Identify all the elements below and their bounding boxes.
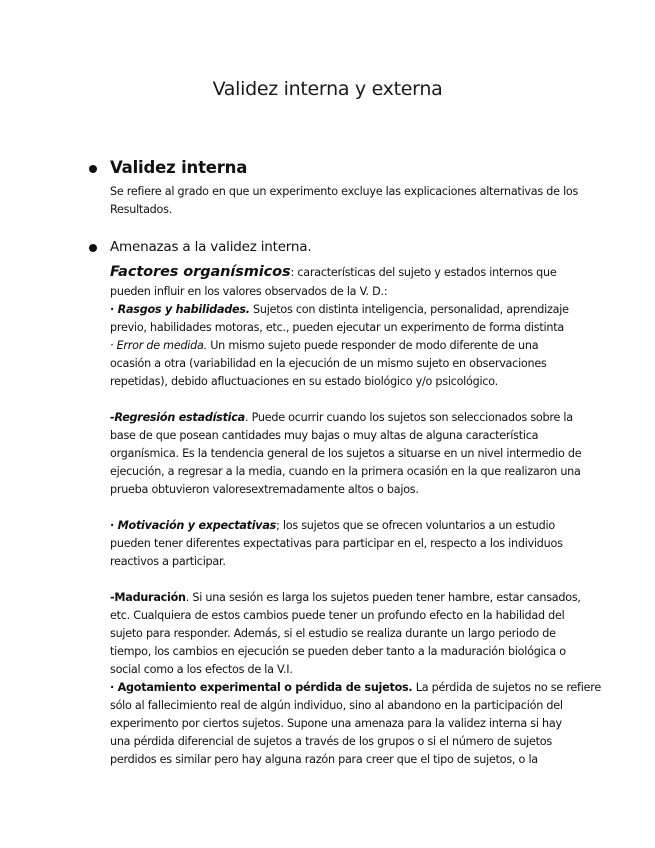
motivacion-text: ; los sujetos que se ofrecen voluntarios a un estudio [276, 519, 555, 532]
error-label: · Error de medida. [110, 339, 207, 352]
section-heading-amenazas: Amenazas a la validez interna. [110, 239, 312, 255]
agotamiento-label: · Agotamiento experimental o pérdida de sujetos. [110, 681, 413, 694]
rasgos-text: Sujetos con distinta inteligencia, personalidad, aprendizaje [249, 303, 569, 316]
paragraph-line: pueden influir en los valores observados de la V. D.: [110, 285, 388, 298]
paragraph-line: previo, habilidades motoras, etc., pueden ejecutar un experimento de forma distinta [110, 321, 564, 334]
paragraph-line: social como a los efectos de la V.I. [110, 663, 293, 676]
paragraph-line: experimento por ciertos sujetos. Supone una amenaza para la validez interna si hay [110, 717, 562, 730]
paragraph-line: pueden tener diferentes expectativas para participar en el, respecto a los individuos [110, 537, 563, 550]
paragraph-line: repetidas), debido afluctuaciones en su estado biológico y/o psicológico. [110, 375, 498, 388]
paragraph-line: organísmica. Es la tendencia general de los sujetos a situarse en un nivel intermedio de [110, 447, 582, 460]
paragraph-line: prueba obtuvieron valoresextremadamente altos o bajos. [110, 483, 419, 496]
agotamiento-text: La pérdida de sujetos no se refiere [412, 681, 601, 694]
paragraph-line: una pérdida diferencial de sujetos a través de los grupos o si el número de sujetos [110, 735, 552, 748]
maduracion-text: . Si una sesión es larga los sujetos pueden tener hambre, estar cansados, [185, 591, 581, 604]
paragraph-line: sólo al fallecimiento real de algún individuo, sino al abandono en la participación del [110, 699, 563, 712]
document-title: Validez interna y externa [212, 78, 443, 100]
maduracion-label: -Maduración [110, 591, 186, 604]
paragraph-line: Resultados. [110, 203, 173, 216]
factores-label: Factores organísmicos [110, 264, 291, 280]
agotamiento-line [110, 679, 601, 697]
maduracion-line [110, 589, 581, 607]
paragraph-line: sujeto para responder. Además, si el estudio se realiza durante un largo periodo de [110, 627, 556, 640]
regresion-line [110, 409, 573, 427]
bullet-icon [89, 165, 97, 173]
paragraph-line: Se refiere al grado en que un experimento excluye las explicaciones alternativas de los [110, 185, 579, 198]
paragraph-line: tiempo, los cambios en ejecución se pueden deber tanto a la maduración biológica o [110, 645, 566, 658]
factores-line [110, 263, 557, 282]
motivacion-label: · Motivación y expectativas [110, 519, 277, 532]
error-line [110, 337, 538, 355]
paragraph-line: ocasión a otra (variabilidad en la ejecución de un mismo sujeto en observaciones [110, 357, 547, 370]
regresion-label: -Regresión estadística [110, 411, 245, 424]
paragraph-line: base de que posean cantidades muy bajas o muy altas de alguna característica [110, 429, 539, 442]
section-heading-validez-interna: Validez interna [110, 158, 248, 177]
motivacion-line [110, 517, 555, 535]
paragraph-line: ejecución, a regresar a la media, cuando en la primera ocasión en la que realizaron una [110, 465, 581, 478]
paragraph-line: reactivos a participar. [110, 555, 226, 568]
paragraph-line: etc. Cualquiera de estos cambios puede tener un profundo efecto en la habilidad del [110, 609, 565, 622]
rasgos-line [110, 301, 569, 319]
error-text: Un mismo sujeto puede responder de modo diferente de una [206, 339, 539, 352]
factores-text: : características del sujeto y estados internos que [290, 266, 557, 279]
regresion-text: . Puede ocurrir cuando los sujetos son seleccionados sobre la [244, 411, 573, 424]
bullet-icon [89, 244, 97, 252]
rasgos-label: · Rasgos y habilidades. [110, 303, 250, 316]
paragraph-line: perdidos es similar pero hay alguna razón para creer que el tipo de sujetos, o la [110, 753, 538, 766]
